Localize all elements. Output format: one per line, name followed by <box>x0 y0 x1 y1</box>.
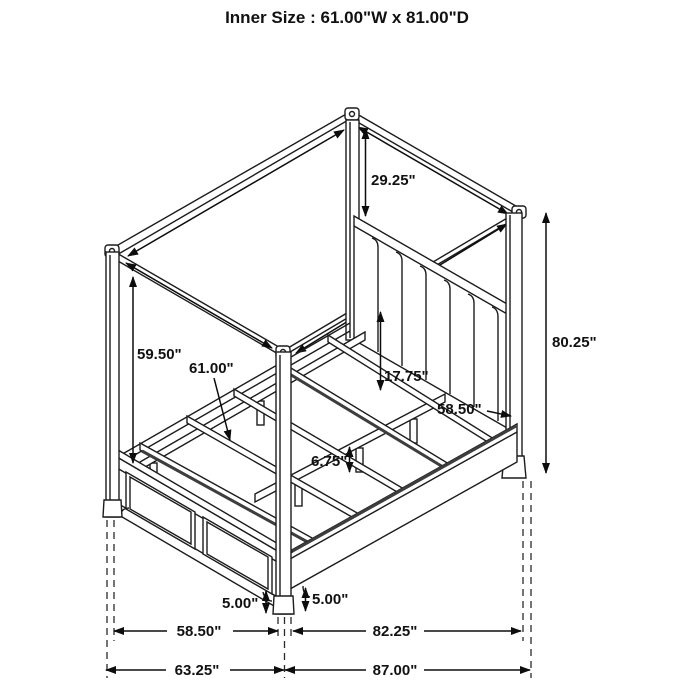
dim-label-side-rail-length: 82.25" <box>372 623 418 640</box>
inner-size-title: Inner Size : 61.00"W x 81.00"D <box>225 8 469 27</box>
front-post-right-arch <box>303 586 310 597</box>
dim-label-rail-clearance: 5.00" <box>312 591 349 608</box>
dim-label-inner-width: 58.50" <box>437 401 482 418</box>
dim-label-canopy-to-rail: 59.50" <box>137 346 182 363</box>
dim-label-footboard-clearance: 5.00" <box>222 595 259 612</box>
footboard <box>112 450 292 613</box>
left-post-foot <box>103 500 122 517</box>
left-post <box>103 252 122 517</box>
dim-label-overall-width: 63.25" <box>174 662 220 679</box>
dim-label-headboard-panel: 17.75" <box>384 368 429 385</box>
dim-label-overall-depth: 87.00" <box>372 662 418 679</box>
dim-label-overall-height: 80.25" <box>552 334 597 351</box>
dim-label-center-leg: 6.75" <box>311 453 348 470</box>
dim-label-footboard-width: 58.50" <box>176 623 222 640</box>
dim-label-slat-length: 61.00" <box>189 360 234 377</box>
dim-leader-slat-length <box>214 378 230 440</box>
dim-label-canopy-to-headboard: 29.25" <box>371 172 416 189</box>
front-post-foot <box>273 596 294 614</box>
